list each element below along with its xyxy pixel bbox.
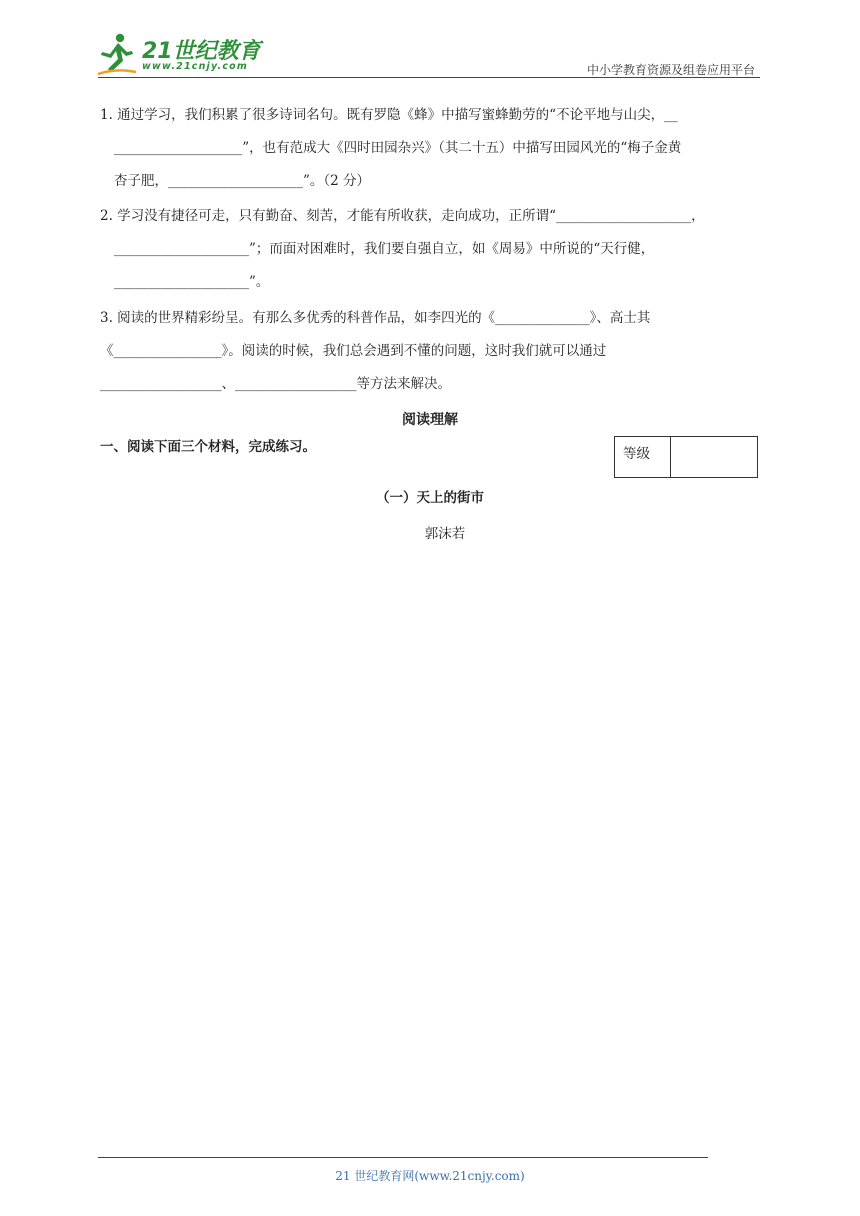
question-line: ____________________”。 [114,274,270,290]
grade-label: 等级 [623,446,650,462]
page-header [0,0,860,80]
grade-box [614,436,758,478]
site-logo[interactable] [96,32,266,80]
section-title: 阅读理解 [402,412,458,428]
footer-divider [98,1157,708,1158]
header-divider [98,77,760,78]
question-line: 1. 通过学习，我们积累了很多诗词名句。既有罗隐《蜂》中描写蜜蜂勤劳的“不论平地与山尖，__ [100,107,678,123]
header-tagline: 中小学教育资源及组卷应用平台 [586,63,755,77]
reading-subtitle: （一）天上的街市 [376,490,484,506]
logo-text: 21世纪教育 [142,39,261,64]
logo-url: www.21cnjy.com [142,61,248,72]
footer-link[interactable]: 21 世纪教育网(www.21cnjy.com) [335,1169,525,1183]
question-2 [100,200,760,299]
question-line: 2. 学习没有捷径可走，只有勤奋、刻苦，才能有所收获，走向成功，正所谓“____________________， [100,208,705,224]
question-line: __________________、__________________等方法来解决。 [100,376,451,392]
question-line: ____________________”；而面对困难时，我们要自强自立，如《周易》中所说的“天行健， [114,241,655,257]
question-line: 《________________》。阅读的时候，我们总会遇到不懂的问题，这时我们就可以通过 [100,343,607,359]
grade-divider [670,437,671,477]
author-name: 郭沫若 [424,526,466,542]
question-line: ___________________”，也有范成大《四时田园杂兴》（其二十五）中描写田园风光的“梅子金黄 [114,140,682,156]
question-3 [100,302,760,401]
question-1 [100,99,760,198]
question-line: 3. 阅读的世界精彩纷呈。有那么多优秀的科普作品，如李四光的《______________》、高士其 [100,310,651,326]
running-figure-logo-icon [96,32,138,76]
question-line: 杏子肥，____________________”。（2 分） [114,173,371,189]
instruction-text: 一、阅读下面三个材料，完成练习。 [100,439,316,455]
